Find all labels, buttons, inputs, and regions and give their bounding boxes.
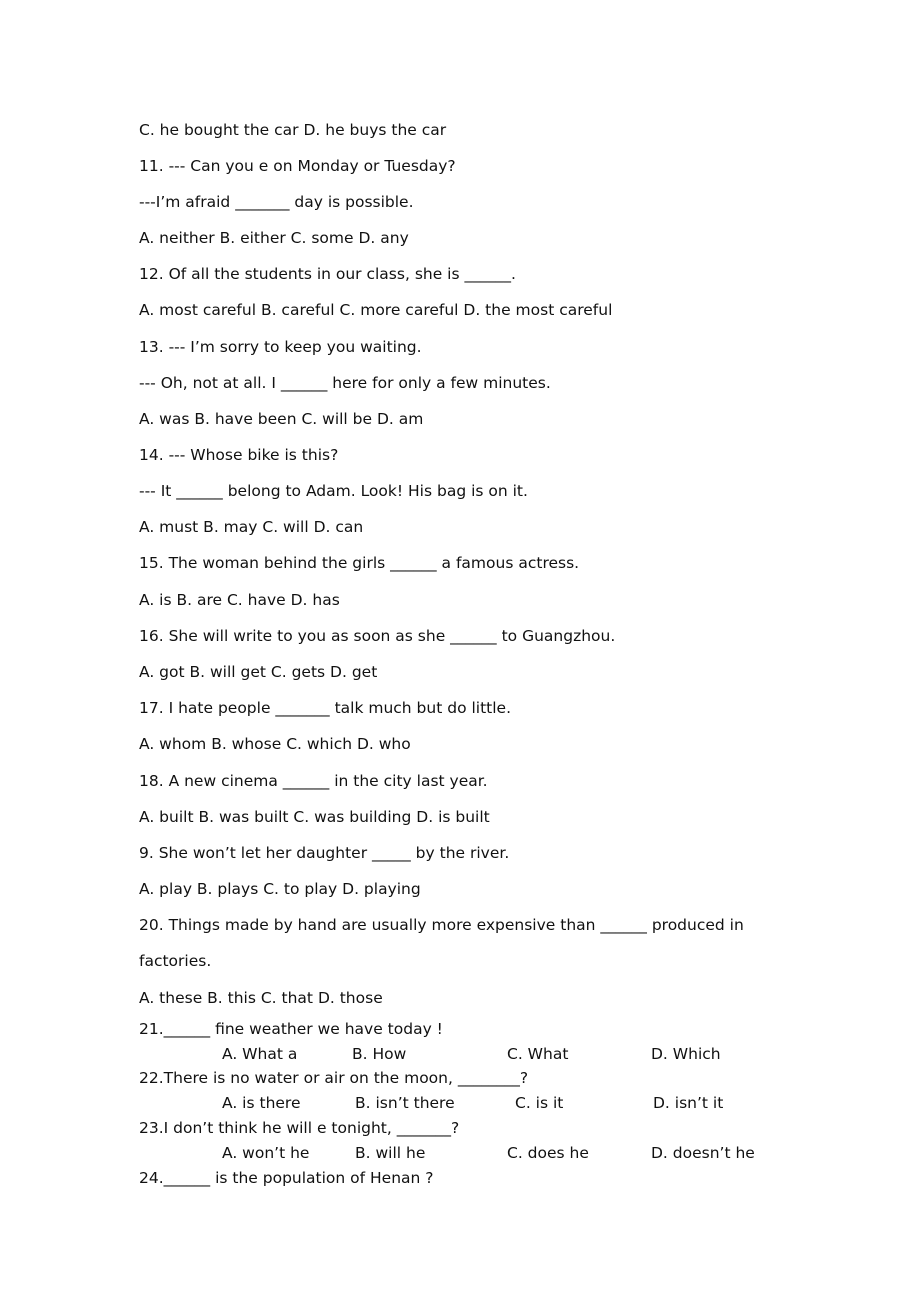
question-24: 24.______ is the population of Henan ?: [139, 1169, 434, 1187]
text-line: --- It ______ belong to Adam. Look! His bag is on it.: [139, 482, 528, 500]
option-c: C. is it: [515, 1094, 564, 1112]
options-11: A. neither B. either C. some D. any: [139, 229, 409, 247]
question-17: 17. I hate people _______ talk much but do little.: [139, 699, 512, 717]
text-line: --- Oh, not at all. I ______ here for only a few minutes.: [139, 374, 551, 392]
options-23: [0, 1143, 920, 1163]
question-22: 22.There is no water or air on the moon, ________?: [139, 1069, 529, 1087]
option-d: D. doesn’t he: [651, 1144, 755, 1162]
text-line: C. he bought the car D. he buys the car: [139, 121, 447, 139]
option-b: B. How: [352, 1045, 407, 1063]
question-16: 16. She will write to you as soon as she ______ to Guangzhou.: [139, 627, 616, 645]
question-18: 18. A new cinema ______ in the city last year.: [139, 772, 488, 790]
options-18: A. built B. was built C. was building D. is built: [139, 808, 490, 826]
text-line: ---I’m afraid _______ day is possible.: [139, 193, 414, 211]
options-16: A. got B. will get C. gets D. get: [139, 663, 378, 681]
options-22: [0, 1093, 920, 1113]
options-20: A. these B. this C. that D. those: [139, 989, 383, 1007]
option-a: A. won’t he: [222, 1144, 310, 1162]
option-b: B. will he: [355, 1144, 426, 1162]
option-c: C. does he: [507, 1144, 589, 1162]
options-19: A. play B. plays C. to play D. playing: [139, 880, 421, 898]
option-d: D. isn’t it: [653, 1094, 724, 1112]
question-13: 13. --- I’m sorry to keep you waiting.: [139, 338, 422, 356]
question-14: 14. --- Whose bike is this?: [139, 446, 339, 464]
options-15: A. is B. are C. have D. has: [139, 591, 340, 609]
question-12: 12. Of all the students in our class, she is ______.: [139, 265, 516, 283]
options-13: A. was B. have been C. will be D. am: [139, 410, 424, 428]
option-d: D. Which: [651, 1045, 721, 1063]
question-21: 21.______ fine weather we have today !: [139, 1020, 443, 1038]
options-21: [0, 1044, 920, 1064]
question-20: 20. Things made by hand are usually more expensive than ______ produced in: [139, 916, 744, 934]
options-17: A. whom B. whose C. which D. who: [139, 735, 411, 753]
option-b: B. isn’t there: [355, 1094, 455, 1112]
question-11: 11. --- Can you e on Monday or Tuesday?: [139, 157, 456, 175]
text-line: factories.: [139, 952, 212, 970]
option-c: C. What: [507, 1045, 569, 1063]
option-a: A. What a: [222, 1045, 298, 1063]
question-15: 15. The woman behind the girls ______ a famous actress.: [139, 554, 580, 572]
options-12: A. most careful B. careful C. more careful D. the most careful: [139, 301, 613, 319]
options-14: A. must B. may C. will D. can: [139, 518, 364, 536]
option-a: A. is there: [222, 1094, 301, 1112]
question-19: 9. She won’t let her daughter _____ by the river.: [139, 844, 510, 862]
question-23: 23.I don’t think he will e tonight, _______?: [139, 1119, 460, 1137]
